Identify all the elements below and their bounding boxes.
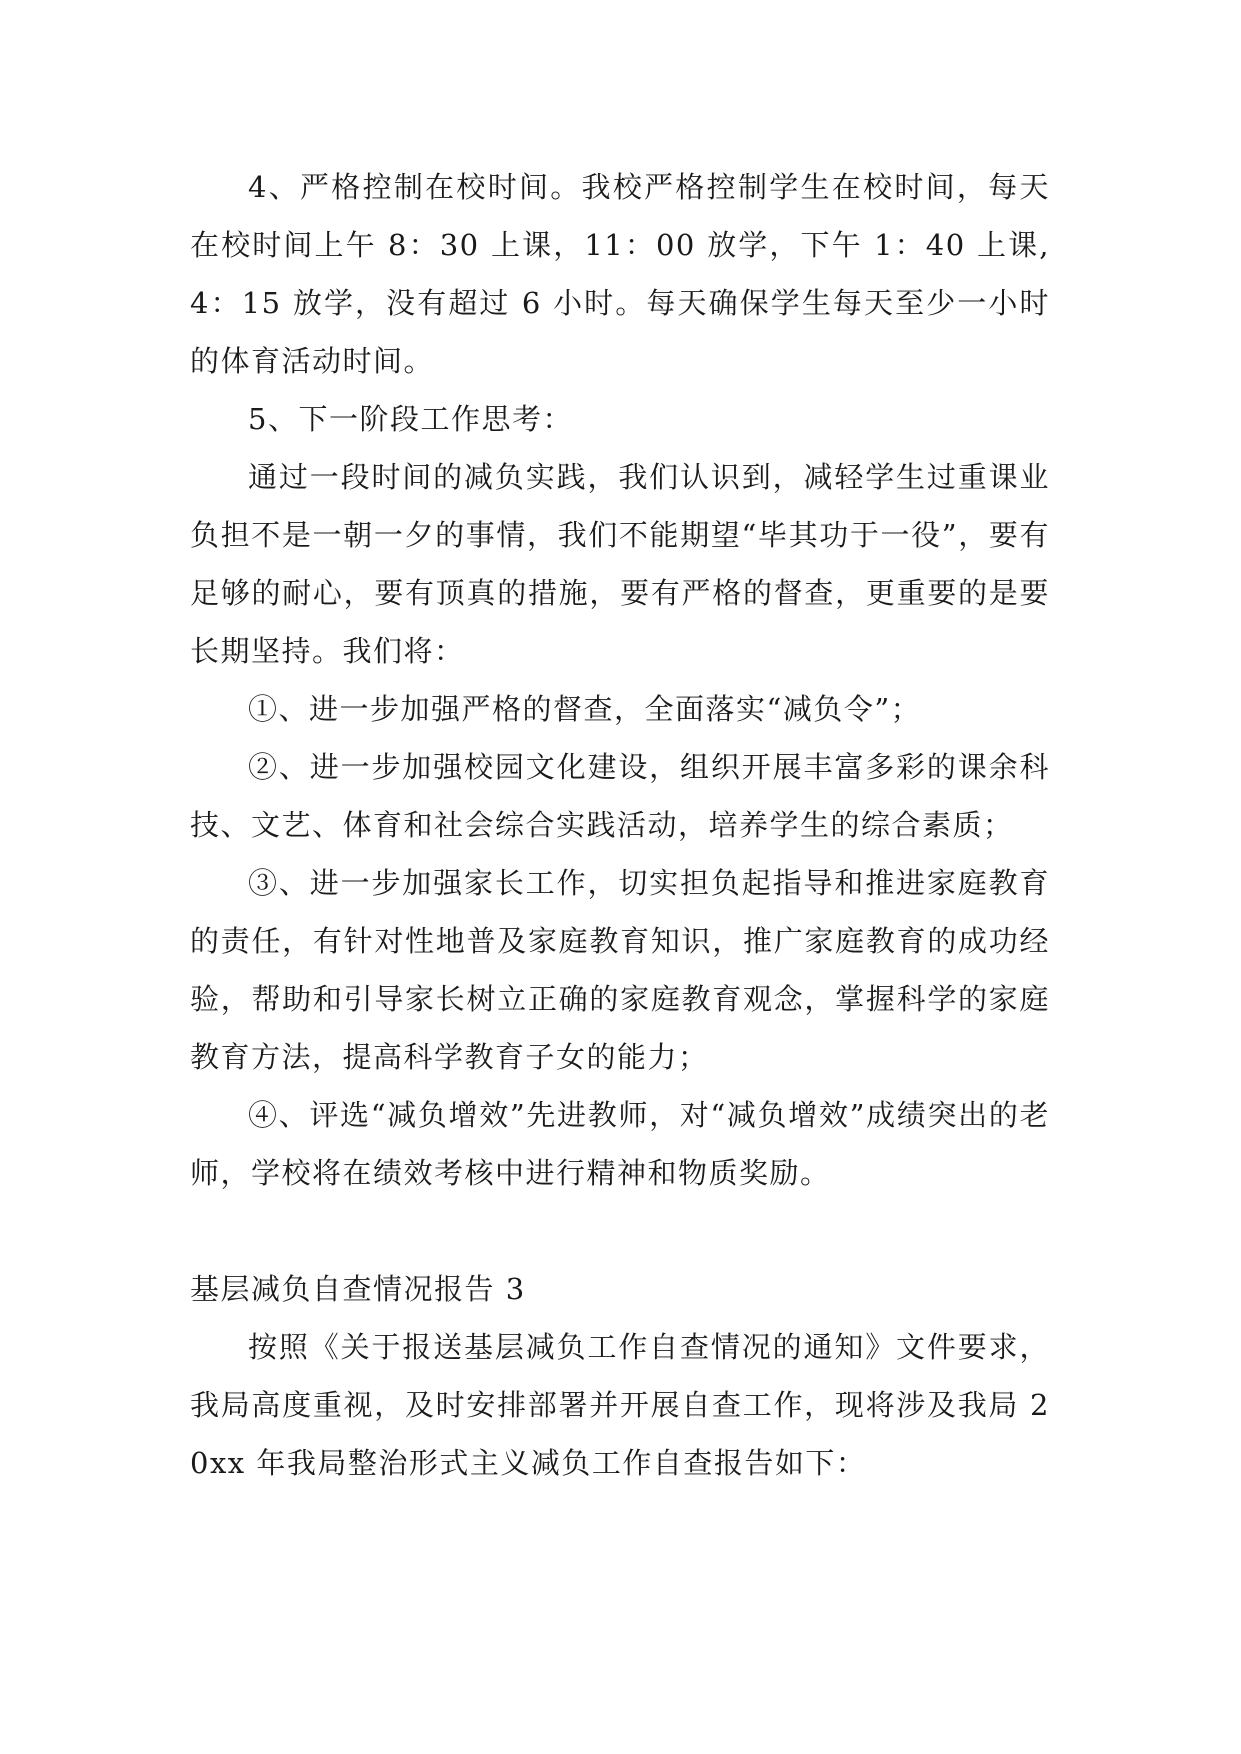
paragraph-measure-1: ①、进一步加强严格的督查，全面落实“减负令”； [248, 692, 922, 726]
paragraph-next-stage-heading: 5、下一阶段工作思考： [248, 402, 573, 436]
paragraph-report-intro: 按照《关于报送基层减负工作自查情况的通知》文件要求，我局高度重视，及时安排部署并开展自查工作，现将涉及我局 20xx 年我局整治形式主义减负工作自查报告如下： [190, 1330, 1050, 1480]
paragraph-measure-2: ②、进一步加强校园文化建设，组织开展丰富多彩的课余科技、文艺、体育和社会综合实践活动，培养学生的综合素质； [190, 750, 1050, 842]
section-heading: 基层减负自查情况报告 3 [190, 1272, 526, 1306]
paragraph-measure-3: ③、进一步加强家长工作，切实担负起指导和推进家庭教育的责任，有针对性地普及家庭教育知识，推广家庭教育的成功经验，帮助和引导家长树立正确的家庭教育观念，掌握科学的家庭教育方法，提高科学教育子女的能力； [190, 866, 1050, 1074]
paragraph-measure-4: ④、评选“减负增效”先进教师，对“减负增效”成绩突出的老师，学校将在绩效考核中进行精神和物质奖励。 [190, 1098, 1050, 1190]
paragraph-school-hours: 4、严格控制在校时间。我校严格控制学生在校时间，每天在校时间上午 8：30 上课，11：00 放学，下午 1：40 上课,4：15 放学，没有超过 6 小时。每天确保学生每天至少一小时的体育活动时间。 [190, 170, 1050, 378]
document-body [190, 158, 1050, 1492]
paragraph-reflection: 通过一段时间的减负实践，我们认识到，减轻学生过重课业负担不是一朝一夕的事情，我们不能期望“毕其功于一役”，要有足够的耐心，要有顶真的措施，要有严格的督查，更重要的是要长期坚持。我们将： [190, 460, 1050, 668]
